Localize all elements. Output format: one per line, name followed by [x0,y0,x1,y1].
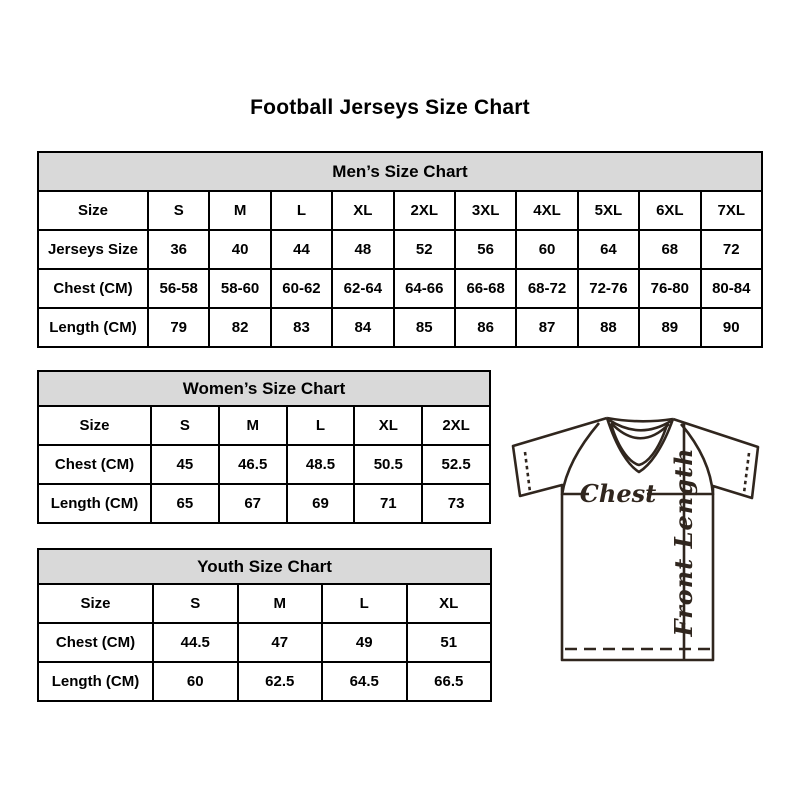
chest-label: Chest [579,479,657,508]
size-column-header: XL [407,584,492,623]
table-row [38,445,490,484]
size-value-cell: 36 [148,230,209,269]
size-value-cell: 47 [238,623,323,662]
size-column-header: XL [354,406,422,445]
size-value-cell: 72 [701,230,762,269]
size-column-header: XL [332,191,393,230]
size-value-cell: 44.5 [153,623,238,662]
size-column-header: 3XL [455,191,516,230]
table-row [38,623,491,662]
size-column-header: 2XL [422,406,490,445]
size-column-header: L [287,406,355,445]
size-value-cell: 67 [219,484,287,523]
size-column-header: L [322,584,407,623]
size-column-header: 4XL [516,191,577,230]
size-value-cell: 56 [455,230,516,269]
page-title: Football Jerseys Size Chart [250,96,530,119]
size-column-header: L [271,191,332,230]
size-value-cell: 88 [578,308,639,347]
size-value-cell: 82 [209,308,270,347]
table-title: Men’s Size Chart [38,152,762,191]
size-header-row [38,584,491,623]
size-value-cell: 65 [151,484,219,523]
size-value-cell: 40 [209,230,270,269]
size-column-header: M [209,191,270,230]
table-row [38,269,762,308]
size-column-header: 6XL [639,191,700,230]
size-value-cell: 51 [407,623,492,662]
size-value-cell: 64.5 [322,662,407,701]
row-label: Size [38,584,153,623]
size-value-cell: 44 [271,230,332,269]
size-value-cell: 84 [332,308,393,347]
size-column-header: 5XL [578,191,639,230]
row-label: Chest (CM) [38,445,151,484]
table-row [38,308,762,347]
size-value-cell: 60 [516,230,577,269]
size-value-cell: 69 [287,484,355,523]
size-value-cell: 60 [153,662,238,701]
size-value-cell: 66-68 [455,269,516,308]
jersey-measurement-diagram [500,406,775,676]
size-value-cell: 50.5 [354,445,422,484]
size-value-cell: 76-80 [639,269,700,308]
tbl-title-row [38,371,490,406]
row-label: Length (CM) [38,484,151,523]
size-value-cell: 66.5 [407,662,492,701]
size-value-cell: 87 [516,308,577,347]
collar-top-line [607,418,673,421]
size-value-cell: 68-72 [516,269,577,308]
size-header-row [38,406,490,445]
size-value-cell: 45 [151,445,219,484]
mens-size-table [37,151,763,348]
table-row [38,662,491,701]
jersey-diagram-svg [500,406,775,676]
size-value-cell: 60-62 [271,269,332,308]
size-value-cell: 89 [639,308,700,347]
row-label: Length (CM) [38,662,153,701]
size-column-header: S [153,584,238,623]
size-column-header: M [219,406,287,445]
table-row [38,484,490,523]
youth-size-table [37,548,492,702]
table-row [38,230,762,269]
size-value-cell: 62.5 [238,662,323,701]
size-value-cell: 68 [639,230,700,269]
tbl-title-row [38,549,491,584]
size-header-row [38,191,762,230]
size-value-cell: 52.5 [422,445,490,484]
size-value-cell: 85 [394,308,455,347]
size-value-cell: 86 [455,308,516,347]
size-value-cell: 71 [354,484,422,523]
size-value-cell: 62-64 [332,269,393,308]
row-label: Chest (CM) [38,623,153,662]
tbl-title-row [38,152,762,191]
right-cuff-dashed-line [744,453,749,493]
size-value-cell: 56-58 [148,269,209,308]
size-value-cell: 73 [422,484,490,523]
size-value-cell: 79 [148,308,209,347]
size-value-cell: 58-60 [209,269,270,308]
size-value-cell: 48 [332,230,393,269]
size-value-cell: 80-84 [701,269,762,308]
size-value-cell: 48.5 [287,445,355,484]
size-value-cell: 90 [701,308,762,347]
size-value-cell: 49 [322,623,407,662]
row-label: Size [38,191,148,230]
size-column-header: S [151,406,219,445]
size-column-header: S [148,191,209,230]
size-value-cell: 83 [271,308,332,347]
table-title: Youth Size Chart [38,549,491,584]
left-cuff-dashed-line [525,452,530,492]
size-value-cell: 64 [578,230,639,269]
jersey-outline [513,418,758,660]
size-value-cell: 52 [394,230,455,269]
row-label: Size [38,406,151,445]
front-length-label: Front Length [669,447,698,637]
size-column-header: 7XL [701,191,762,230]
size-column-header: 2XL [394,191,455,230]
size-value-cell: 46.5 [219,445,287,484]
row-label: Jerseys Size [38,230,148,269]
size-column-header: M [238,584,323,623]
table-title: Women’s Size Chart [38,371,490,406]
size-value-cell: 64-66 [394,269,455,308]
size-value-cell: 72-76 [578,269,639,308]
womens-size-table [37,370,491,524]
row-label: Length (CM) [38,308,148,347]
row-label: Chest (CM) [38,269,148,308]
